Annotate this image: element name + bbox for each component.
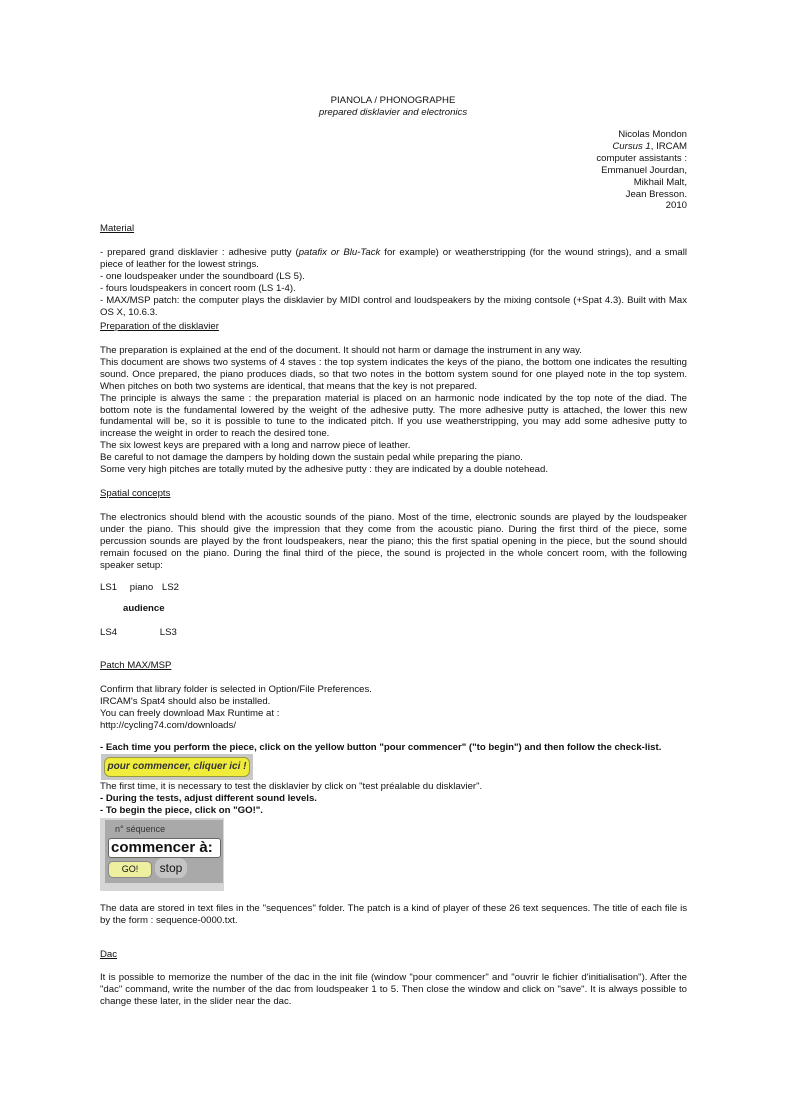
heading-spatial: Spatial concepts bbox=[100, 488, 171, 499]
document-subtitle: prepared disklavier and electronics bbox=[318, 107, 468, 118]
instruction-go: - To begin the piece, click on "GO!". bbox=[100, 805, 263, 816]
assistants-label: computer assistants : bbox=[596, 152, 687, 164]
test-line: The first time, it is necessary to test the disklavier by click on "test préalable du disklavier". bbox=[100, 781, 483, 792]
assistant: Mikhail Malt, bbox=[633, 176, 687, 188]
document-title: PIANOLA / PHONOGRAPHE bbox=[330, 95, 456, 106]
paragraph: Be careful to not damage the dampers by holding down the sustain pedal while preparing the piano. bbox=[100, 452, 523, 464]
author-cursus bbox=[100, 141, 687, 153]
material-list bbox=[100, 247, 687, 318]
pour-commencer-button-image bbox=[101, 754, 253, 780]
ls3-label: LS3 bbox=[159, 627, 177, 638]
text: - prepared grand disklavier : adhesive putty ( bbox=[100, 247, 299, 258]
year: 2010 bbox=[665, 200, 687, 212]
text: for example) or weatherstripping (for the wound strings), and a small piece of leather for the lowest strings. bbox=[100, 247, 687, 270]
material-item: - one loudspeaker under the soundboard (LS 5). bbox=[100, 270, 305, 282]
author-name: Nicolas Mondon bbox=[618, 129, 687, 140]
paragraph: The six lowest keys are prepared with a long and narrow piece of leather. bbox=[100, 440, 411, 452]
material-item bbox=[100, 247, 687, 271]
line: Confirm that library folder is selected in Option/File Preferences. bbox=[100, 684, 372, 695]
patch-lines bbox=[100, 684, 687, 732]
text-italic: patafix or Blu-Tack bbox=[298, 247, 381, 258]
speaker-row-back bbox=[100, 627, 687, 639]
paragraph: The principle is always the same : the preparation material is placed on an harmonic node indicated by the top note of the diad. The bottom note is the fundamental lowered by the weight of the adhesive putty. The more adhesive putty is attached, the lower this new fundamental will be, so it is possible to tune to the indicated pitch. If you use weatherstripping, you may add some adhesive putty to increase the weight in order to reach the desired tone. bbox=[100, 392, 687, 440]
instruction-tests: - During the tests, adjust different sound levels. bbox=[100, 793, 317, 804]
paragraph: Some very high pitches are totally muted by the adhesive putty : they are indicated by a double notehead. bbox=[100, 464, 548, 476]
start-field: commencer à: bbox=[108, 838, 221, 858]
dac-paragraph: It is possible to memorize the number of the dac in the init file (window "pour commencer" and "ouvrir le fichier d'initialisation"). After the "dac" command, write the number of the dac from loudspeaker 1 to 5. Then close the window and click on "save". It is always possible to change these later, in the slider near the dac. bbox=[100, 972, 687, 1007]
data-paragraph: The data are stored in text files in the "sequences" folder. The patch is a kind of player of these 26 text sequences. The title of each file is by the form : sequence-0000.txt. bbox=[100, 903, 687, 926]
paragraph: The preparation is explained at the end of the document. It should not harm or damage the instrument in any way. bbox=[100, 345, 582, 356]
yellow-button-label: pour commencer, cliquer ici ! bbox=[104, 757, 250, 777]
cursus-italic: Cursus 1 bbox=[612, 140, 651, 152]
piano-label: piano bbox=[129, 582, 154, 593]
heading-patch: Patch MAX/MSP bbox=[100, 660, 172, 671]
speaker-row-front bbox=[100, 582, 687, 594]
assistant: Emmanuel Jourdan, bbox=[601, 164, 687, 176]
sequence-widget-image bbox=[100, 818, 224, 891]
sequence-label: n° séquence bbox=[115, 824, 166, 834]
ls4-label: LS4 bbox=[100, 627, 118, 638]
assistant: Jean Bresson. bbox=[625, 188, 687, 200]
paragraph: This document are shows two systems of 4 staves : the top system indicates the keys of the piano, the bottom one indicates the resulting sound. Once prepared, the piano produces diads, so that two notes in the bottom system sound for one played note in the top system. When pitches on both two systems are identical, that means that the key is not prepared. bbox=[100, 356, 687, 392]
heading-material: Material bbox=[100, 223, 135, 234]
widget-panel bbox=[105, 820, 223, 883]
author-block bbox=[100, 129, 687, 212]
heading-preparation: Preparation of the disklavier bbox=[100, 321, 219, 332]
stop-button: stop bbox=[155, 858, 187, 878]
line: You can freely download Max Runtime at : bbox=[100, 707, 280, 719]
audience-label: audience bbox=[123, 603, 165, 614]
ls1-label: LS1 bbox=[100, 582, 118, 593]
material-item: - MAX/MSP patch: the computer plays the disklavier by MIDI control and loudspeakers by the mixing contsole (+Spat 4.3). Built with Max OS X, 10.6.3. bbox=[100, 294, 687, 318]
download-link[interactable]: http://cycling74.com/downloads/ bbox=[100, 719, 236, 731]
instruction-begin: - Each time you perform the piece, click on the yellow button "pour commencer" ("to begin") and then follow the check-list. bbox=[100, 742, 662, 753]
preparation-text bbox=[100, 345, 687, 476]
heading-dac: Dac bbox=[100, 949, 118, 960]
line: IRCAM's Spat4 should also be installed. bbox=[100, 695, 271, 707]
cursus-rest: , IRCAM bbox=[650, 140, 687, 152]
spatial-paragraph: The electronics should blend with the acoustic sounds of the piano. Most of the time, electronic sounds are played by the loudspeaker under the piano. This should give the impression that they come from the acoustic piano. During the first third of the piece, some percussion sounds are played by the front loudspeakers, near the piano; this the first spatial opening in the piece, but the sound should remain focused on the piano. During the final third of the piece, the sound is projected in the whole concert room, with the following speaker setup: bbox=[100, 512, 687, 571]
material-item: - fours loudspeakers in concert room (LS 1-4). bbox=[100, 282, 296, 294]
ls2-label: LS2 bbox=[161, 582, 179, 593]
go-button: GO! bbox=[108, 861, 152, 878]
